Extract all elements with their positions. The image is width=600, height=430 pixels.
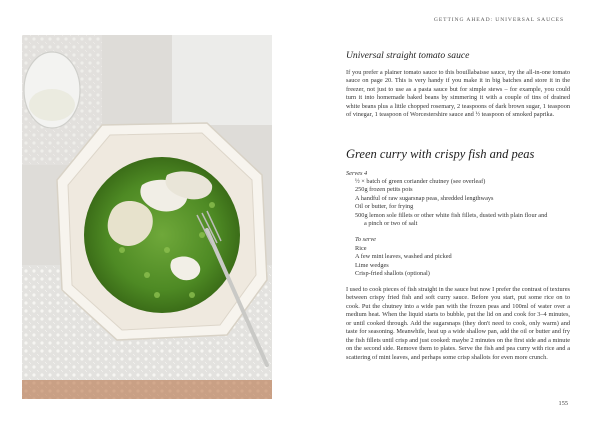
- to-serve-item: A few mint leaves, washed and picked: [355, 253, 452, 261]
- section-title-tomato-sauce: Universal straight tomato sauce: [346, 50, 470, 61]
- ingredient-item: a pinch or two of salt: [364, 220, 418, 228]
- to-serve-item: Lime wedges: [355, 261, 389, 269]
- method-paragraph: I used to cook pieces of fish straight in the sauce but now I prefer the contrast of textures between crispy fried fish and soft curry sauce. Before you start, put some rice on to cook. Put the chutney into a wide pan with the frozen peas and 100ml of water over a medium heat. When the liquid starts to bubble, put the lid on and cook for 3–4 minutes, or until cooked through. Add the sugarsnaps (they don't need to cook, only warm) and taste for seasoning. Meanwhile, heat up a wide shallow pan, add the oil or butter and fry the fish fillets until crisp and just cooked: maybe 2 minutes on the first side and a minute on the second side. Remove them to plates. Serve the fish and pea curry with rice and a scattering of mint leaves, and perhaps some crisp shallots for even more crunch.: [346, 286, 570, 361]
- food-photo: [22, 35, 272, 399]
- ingredient-list: [355, 178, 547, 229]
- ingredient-item: 500g lemon sole fillets or other white fish fillets, dusted with plain flour and: [355, 211, 548, 219]
- recipe-title: Green curry with crispy fish and peas: [346, 147, 535, 161]
- page-number: 155: [558, 400, 568, 407]
- serves-label: Serves 4: [346, 170, 368, 177]
- tomato-sauce-paragraph: If you prefer a plainer tomato sauce to this bouillabaisse sauce, try the all-in-one tomato sauce on page 20. This is very handy if you make it in big batches and store it in the freezer, not just to use as a pasta sauce but for simple stews – for example, you could turn it into homemade baked beans by simmering it with a couple of tins of drained white beans plus a little chopped rosemary, 2 teaspoons of dark brown sugar, 1 teaspoon of vinegar, 1 teaspoon of Worcestershire sauce and ½ teaspoon of smoked paprika.: [346, 69, 570, 119]
- to-serve-item: Crisp-fried shallots (optional): [355, 270, 430, 278]
- to-serve-label: To serve: [355, 236, 376, 243]
- running-header: GETTING AHEAD: UNIVERSAL SAUCES: [433, 17, 564, 23]
- ingredient-item: A handful of raw sugarsnap peas, shredded lengthways: [355, 194, 494, 202]
- ingredient-item: Oil or butter, for frying: [355, 203, 414, 211]
- ingredient-item: 250g frozen petits pois: [355, 186, 413, 194]
- ingredient-item: ½ × batch of green coriander chutney (see overleaf): [355, 178, 486, 185]
- to-serve-item: Rice: [355, 245, 367, 252]
- to-serve-list: [355, 245, 452, 279]
